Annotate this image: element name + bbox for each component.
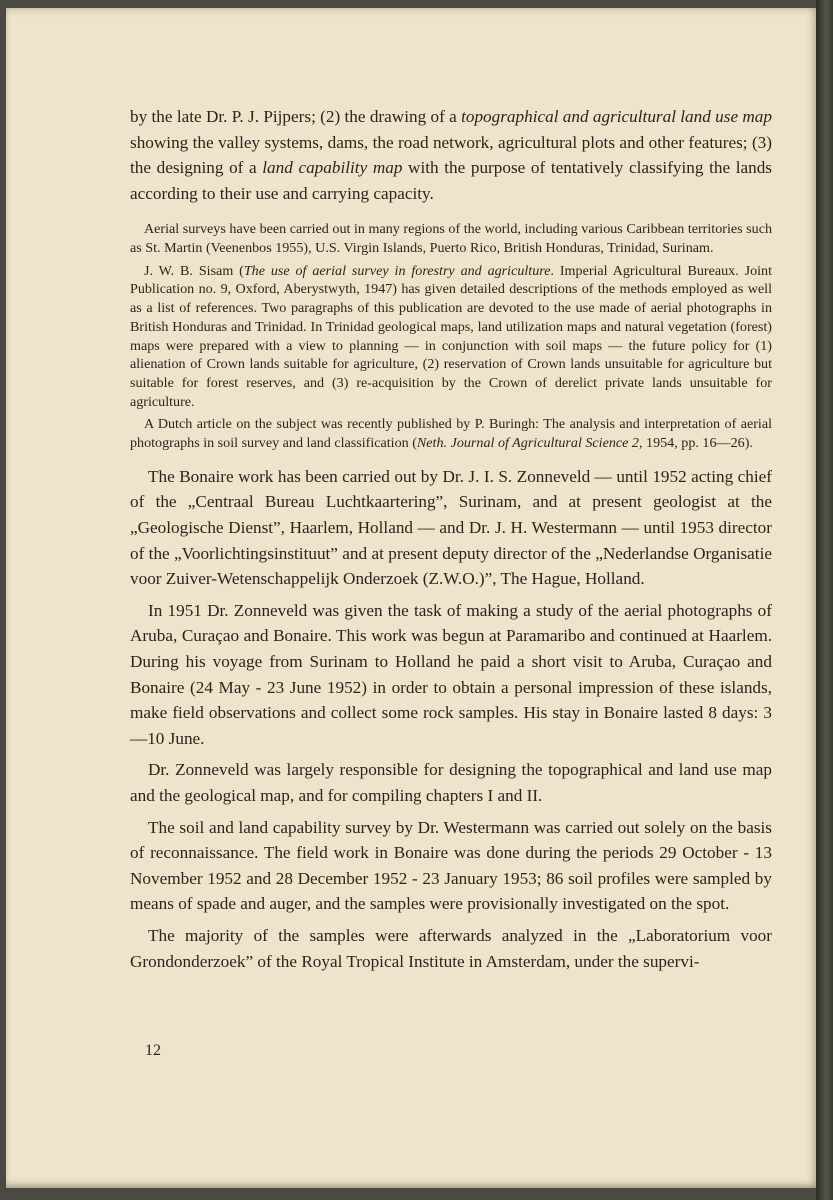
- text-run: , 1954, pp. 16—26).: [638, 435, 753, 452]
- text-run: . Imperial Agricultural Bureaux. Joint Publication no. 9, Oxford, Aberystwyth, 1947) has given detailed descriptions of the methods employed as well as a list of references. Two paragraphs of this publication are devoted to the use made of aerial photographs in British Honduras and Trinidad. In Trinidad geological maps, land utilization maps and natural vegetation (forest) maps were prepared with a view to planning — in conjunction with soil maps — the future policy for (1) alienation of Crown lands suitable for agriculture, (2) reservation of Crown lands unsuitable for agriculture but suitable for forest reserves, and (3) re-acquisition by the Crown of derelict private lands unsuitable for agriculture.: [130, 262, 772, 410]
- body-paragraph: The majority of the samples were afterwards analyzed in the „Laboratorium voor Grondonderzoek” of the Royal Tropical Institute in Amsterdam, under the supervi-: [130, 925, 772, 971]
- continued-paragraph: [130, 104, 772, 206]
- italic-term: land capability map: [262, 158, 403, 178]
- body-paragraph: The soil and land capability survey by Dr. Westermann was carried out solely on the basis of reconnaissance. The field work in Bonaire was done during the periods 29 October - 13 November 1952 and 28 December 1952 - 23 January 1953; 86 soil profiles were sampled by means of spade and auger, and the samples were provisionally investigated on the spot.: [130, 817, 772, 914]
- book-edge: [816, 0, 833, 1200]
- text-run: showing the valley systems, dams, the road network, agricultural plots and other features; (3) the designing of a: [130, 132, 772, 178]
- italic-title: Neth. Journal of Agricultural Science 2: [416, 435, 639, 452]
- text-run: A Dutch article on the subject was recently published by P. Buringh: The analysis and interpretation of aerial photographs in soil survey and land classification (: [130, 416, 772, 452]
- body-paragraph: The Bonaire work has been carried out by Dr. J. I. S. Zonneveld — until 1952 acting chief of the „Centraal Bureau Luchtkaartering”, Surinam, and at present geologist at the „Geologische Dienst”, Haarlem, Holland — and Dr. J. H. Westermann — until 1953 director of the „Voorlichtingsinstituut” and at present deputy director of the „Nederlandse Organisatie voor Zuiver-Wetenschappelijk Onderzoek (Z.W.O.)”, The Hague, Holland.: [130, 466, 772, 589]
- text-run: by the late Dr. P. J. Pijpers; (2) the drawing of a: [130, 107, 462, 126]
- page-number: 12: [145, 1042, 161, 1059]
- text-run: with the purpose of tentatively classifying the lands according to their use and carrying capacity.: [130, 158, 772, 203]
- note-paragraph: [130, 415, 772, 452]
- text-run: J. W. B. Sisam (: [144, 262, 244, 279]
- page-body: [130, 104, 772, 974]
- book-page: [6, 8, 820, 1188]
- body-paragraph: Dr. Zonneveld was largely responsible for designing the topographical and land use map and the geological map, and for compiling chapters I and II.: [130, 760, 772, 805]
- note-paragraph: [130, 262, 772, 412]
- italic-title: The use of aerial survey in forestry and agriculture: [243, 262, 551, 279]
- main-text-bottom: [130, 464, 772, 974]
- main-text-top: [130, 104, 772, 206]
- small-print-notes: [130, 220, 772, 452]
- note-paragraph: Aerial surveys have been carried out in many regions of the world, including various Caribbean territories such as St. Martin (Veenenbos 1955), U.S. Virgin Islands, Puerto Rico, British Honduras, Trinidad, Surinam.: [130, 221, 772, 257]
- body-paragraph: In 1951 Dr. Zonneveld was given the task of making a study of the aerial photographs of Aruba, Curaçao and Bonaire. This work was begun at Paramaribo and continued at Haarlem. During his voyage from Surinam to Holland he paid a short visit to Aruba, Curaçao and Bonaire (24 May - 23 June 1952) in order to obtain a personal impression of these islands, make field observations and collect some rock samples. His stay in Bonaire lasted 8 days: 3—10 June.: [130, 600, 772, 748]
- italic-term: topographical and agricultural land use map: [461, 107, 772, 126]
